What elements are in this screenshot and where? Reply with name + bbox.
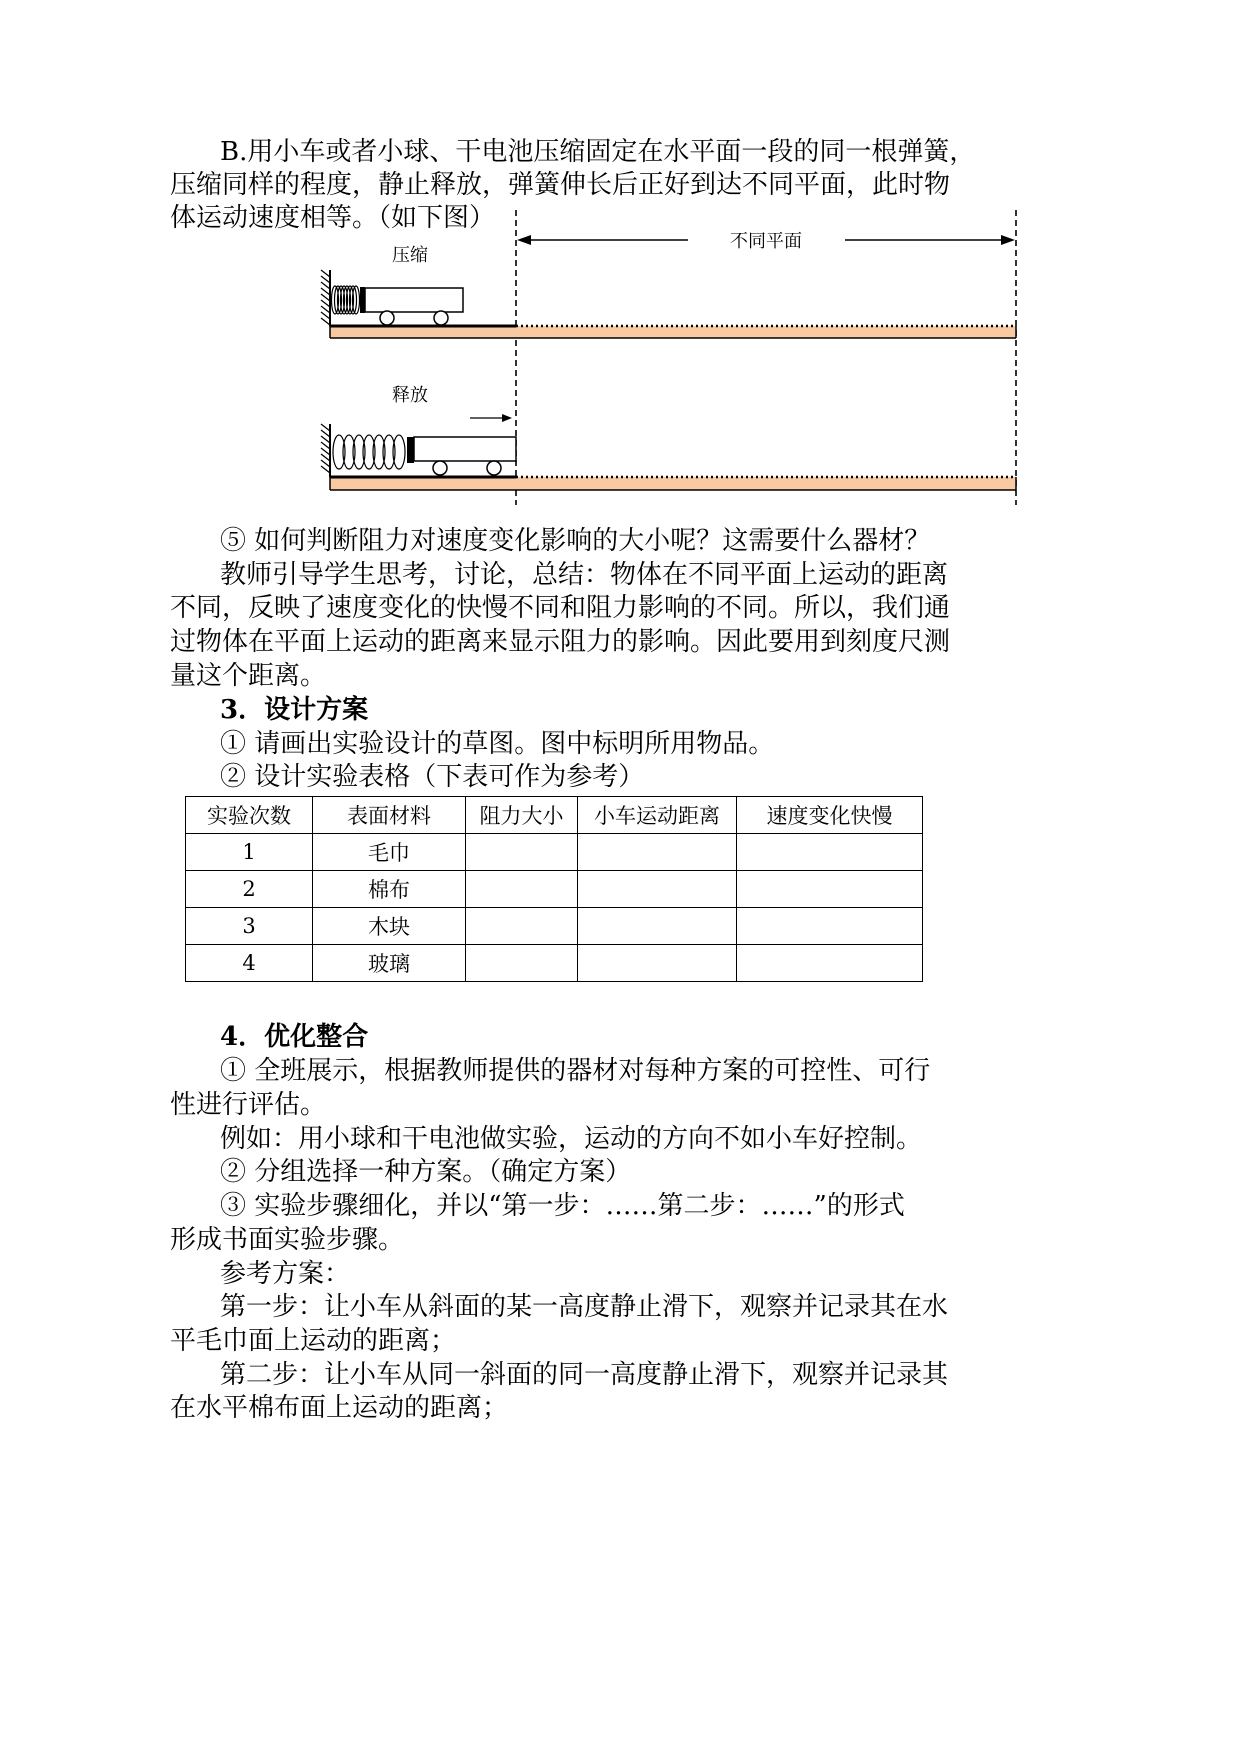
text-line: 第一步：让小车从斜面的某一高度静止滑下，观察并记录其在水 [220, 1292, 949, 1322]
table-row [186, 834, 923, 871]
table-cell [737, 908, 923, 945]
wall-hatch [321, 424, 330, 477]
text-line: 体运动速度相等。（如下图） [170, 203, 496, 233]
table-cell [578, 908, 737, 945]
text-line: 平毛巾面上运动的距离； [170, 1326, 457, 1356]
text-line: 过物体在平面上运动的距离来显示阻力的影响。因此要用到刻度尺测 [170, 627, 951, 657]
text-line: ③ 实验步骤细化，并以“第一步：……第二步：……”的形式 [220, 1191, 905, 1221]
table-cell [466, 945, 578, 982]
text-line: 形成书面实验步骤。 [170, 1225, 405, 1255]
cart-wheel [380, 311, 394, 325]
table-cell: 木块 [313, 908, 466, 945]
section-heading: 4．优化整合 [220, 1022, 369, 1052]
column-header: 实验次数 [186, 797, 313, 834]
table-header-row [186, 797, 923, 834]
text-line: ① 全班展示，根据教师提供的器材对每种方案的可控性、可行 [220, 1056, 931, 1086]
table-cell [466, 871, 578, 908]
column-header: 小车运动距离 [578, 797, 737, 834]
column-header: 表面材料 [313, 797, 466, 834]
wall-hatch [321, 270, 330, 326]
extended-spring [333, 435, 405, 469]
arrowhead-right-icon [1001, 235, 1015, 245]
text-line: 例如：用小球和干电池做实验，运动的方向不如小车好控制。 [220, 1124, 923, 1154]
list-item: ② 设计实验表格（下表可作为参考） [220, 762, 645, 792]
table-cell [737, 834, 923, 871]
table-cell: 4 [186, 945, 313, 982]
compressed-spring [332, 286, 360, 314]
section-heading: 3．设计方案 [220, 695, 369, 725]
table-cell: 毛巾 [313, 834, 466, 871]
table-cell [466, 908, 578, 945]
release-label: 释放 [392, 385, 428, 406]
surface-label: 不同平面 [730, 231, 802, 252]
text-line: 参考方案： [220, 1259, 351, 1289]
experiment-table [185, 796, 923, 982]
table-cell [578, 871, 737, 908]
spring-cart-diagram [300, 200, 1040, 510]
table-cell: 2 [186, 871, 313, 908]
text-line: ② 分组选择一种方案。（确定方案） [220, 1157, 632, 1187]
table-cell [737, 945, 923, 982]
table-cell: 棉布 [313, 871, 466, 908]
table-cell: 3 [186, 908, 313, 945]
horizontal-surface [330, 477, 1016, 490]
cart-wheel [487, 461, 501, 475]
table-row [186, 871, 923, 908]
cart-body [414, 437, 516, 461]
table-row [186, 908, 923, 945]
text-line: 不同，反映了速度变化的快慢不同和阻力影响的不同。所以，我们通 [170, 593, 951, 623]
cart-wheel [434, 311, 448, 325]
motion-arrowhead-icon [502, 414, 512, 422]
column-header: 速度变化快慢 [737, 797, 923, 834]
column-header: 阻力大小 [466, 797, 578, 834]
text-line: B.用小车或者小球、干电池压缩固定在水平面一段的同一根弹簧， [220, 137, 976, 167]
list-item: ① 请画出实验设计的草图。图中标明所用物品。 [220, 729, 775, 759]
table-cell: 1 [186, 834, 313, 871]
text-line: 性进行评估。 [170, 1090, 327, 1120]
table-cell [578, 834, 737, 871]
text-line: 第二步：让小车从同一斜面的同一高度静止滑下，观察并记录其 [220, 1360, 949, 1390]
text-line: 压缩同样的程度，静止释放，弹簧伸长后正好到达不同平面，此时物 [170, 170, 951, 200]
table-cell [737, 871, 923, 908]
text-line: 在水平棉布面上运动的距离； [170, 1393, 509, 1423]
table-row [186, 945, 923, 982]
table-cell [578, 945, 737, 982]
text-line: 量这个距离。 [170, 661, 327, 691]
horizontal-surface [330, 326, 1016, 338]
spring-end-plate [407, 437, 414, 463]
spring-end-plate [360, 287, 365, 313]
arrowhead-left-icon [517, 235, 531, 245]
cart-body [365, 288, 463, 312]
cart-wheel [433, 461, 447, 475]
table-cell [466, 834, 578, 871]
text-line: 教师引导学生思考，讨论，总结：物体在不同平面上运动的距离 [220, 560, 949, 590]
table-cell: 玻璃 [313, 945, 466, 982]
question-line: ⑤ 如何判断阻力对速度变化影响的大小呢？这需要什么器材？ [220, 526, 931, 556]
compress-label: 压缩 [392, 245, 428, 266]
